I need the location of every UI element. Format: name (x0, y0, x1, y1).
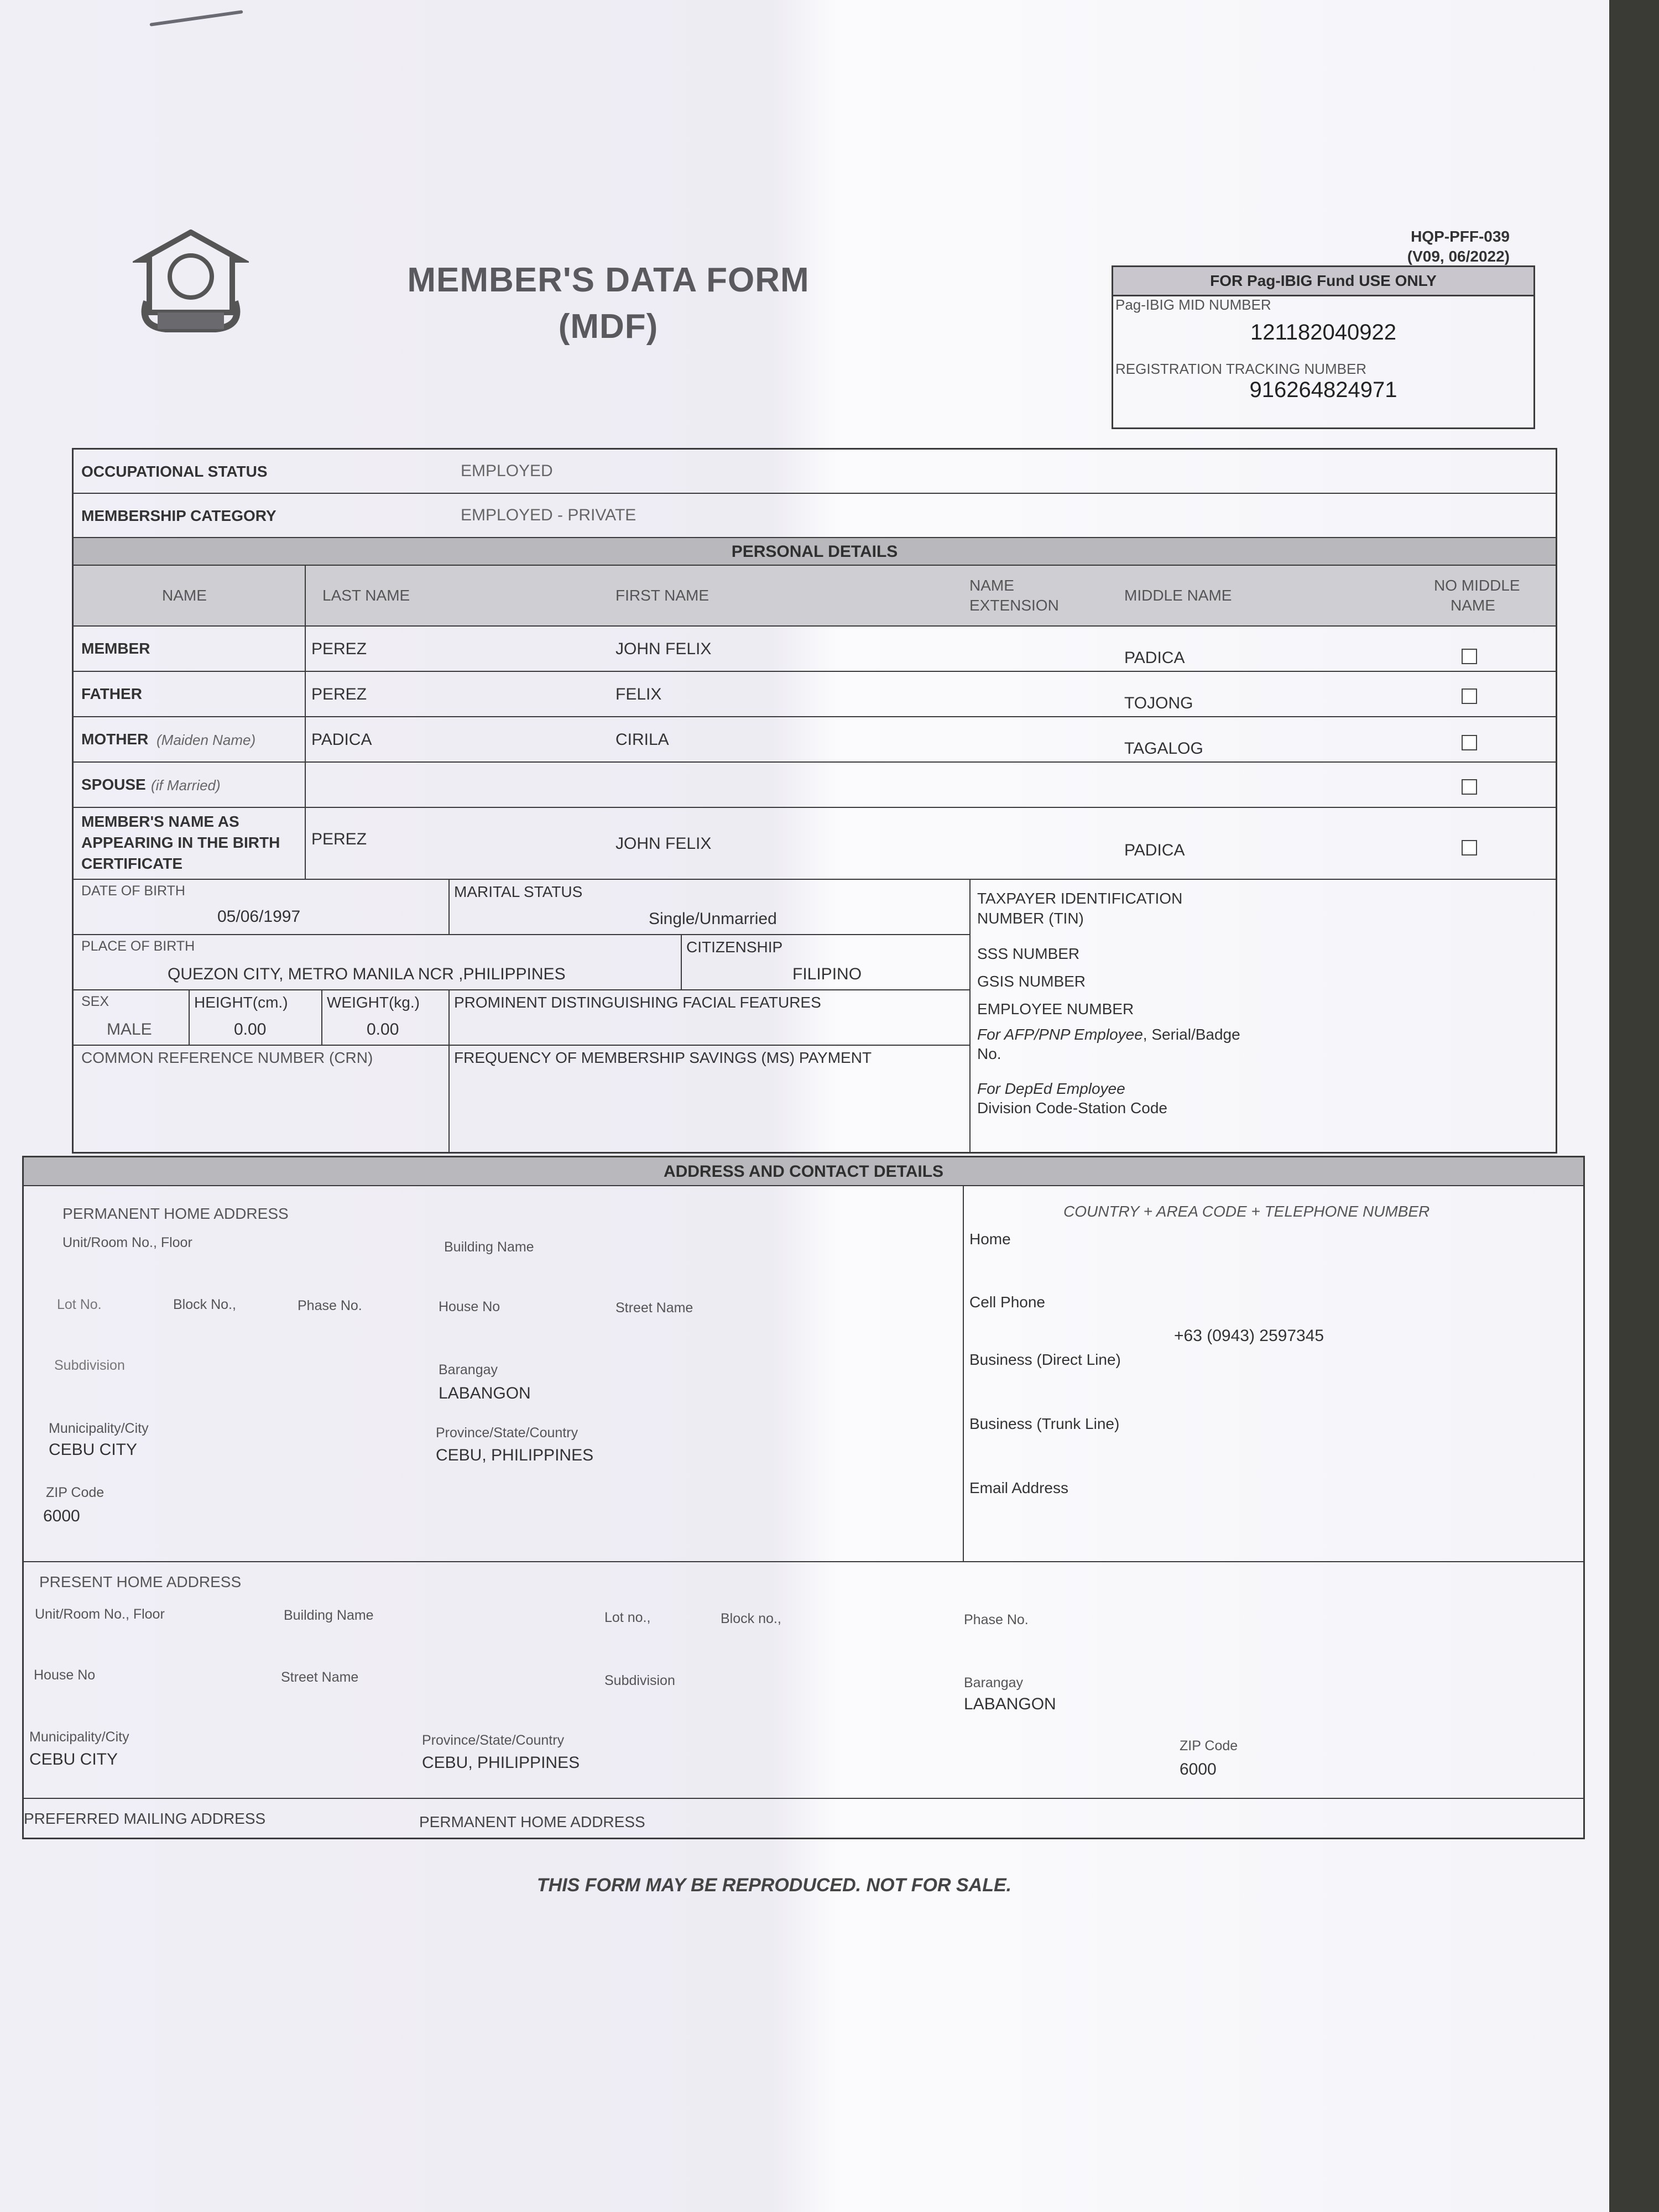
business-direct-label: Business (Direct Line) (969, 1351, 1121, 1368)
employee-label: EMPLOYEE NUMBER (977, 1000, 1134, 1018)
personal-lower-right (969, 880, 1556, 1152)
gsis-label: GSIS NUMBER (977, 973, 1086, 990)
col-name-cell (74, 566, 306, 627)
mid-value: 121182040922 (1250, 320, 1396, 345)
address-section (22, 1156, 1585, 1839)
spouse-label: SPOUSE (81, 776, 146, 793)
present-municipality-value: CEBU CITY (29, 1750, 118, 1768)
col-ext-label-1: NAME (969, 577, 1014, 594)
member-row (74, 627, 1556, 672)
present-zip-value: 6000 (1180, 1760, 1217, 1778)
tin-label (977, 889, 1182, 929)
province-value: CEBU, PHILIPPINES (436, 1446, 594, 1464)
dob-cell (74, 880, 450, 935)
pob-value: QUEZON CITY, METRO MANILA NCR ,PHILIPPINES (168, 965, 566, 983)
spouse-row (74, 763, 1556, 808)
present-municipality-label: Municipality/City (29, 1729, 129, 1745)
form-code (1349, 227, 1510, 267)
present-barangay-label: Barangay (964, 1675, 1024, 1691)
father-last: PEREZ (311, 685, 367, 703)
form-title (332, 257, 885, 349)
contact-block (964, 1186, 1583, 1562)
office-use-box (1112, 265, 1535, 429)
afp-label-line3: No. (977, 1045, 1001, 1062)
deped-label (977, 1079, 1167, 1118)
mailing-value: PERMANENT HOME ADDRESS (419, 1813, 645, 1830)
facial-label: PROMINENT DISTINGUISHING FACIAL FEATURES (454, 994, 821, 1011)
mother-row (74, 717, 1556, 763)
sex-label: SEX (81, 994, 109, 1009)
business-trunk-label: Business (Trunk Line) (969, 1415, 1120, 1432)
facial-cell (450, 990, 969, 1046)
mother-middle: TAGALOG (1124, 739, 1203, 758)
mother-label-note: (Maiden Name) (156, 732, 256, 748)
member-first: JOHN FELIX (615, 640, 712, 658)
category-label: MEMBERSHIP CATEGORY (81, 507, 276, 524)
crn-label: COMMON REFERENCE NUMBER (CRN) (81, 1049, 373, 1066)
present-unit-label: Unit/Room No., Floor (35, 1606, 165, 1622)
spouse-label-note: (if Married) (151, 777, 221, 794)
municipality-label: Municipality/City (49, 1421, 149, 1436)
father-first: FELIX (615, 685, 662, 703)
present-zip-label: ZIP Code (1180, 1738, 1238, 1754)
lot-label: Lot No. (57, 1297, 102, 1312)
col-last-label: LAST NAME (322, 587, 410, 604)
birthcert-middle: PADICA (1124, 841, 1185, 859)
personal-section (72, 448, 1557, 1154)
subdivision-label: Subdivision (54, 1358, 125, 1373)
present-address-block (24, 1562, 1583, 1799)
present-street-label: Street Name (281, 1670, 359, 1685)
mailing-label: PREFERRED MAILING ADDRESS (24, 1810, 266, 1827)
birthcert-label-line3: CERTIFICATE (81, 854, 183, 872)
marital-cell (450, 880, 969, 935)
birthcert-last: PEREZ (311, 830, 367, 848)
personal-lower-left (74, 880, 969, 1152)
home-label: Home (969, 1230, 1011, 1248)
zip-label: ZIP Code (46, 1485, 105, 1500)
birthcert-first: JOHN FELIX (615, 834, 712, 853)
present-province-label: Province/State/Country (422, 1733, 565, 1748)
present-house-label: House No (34, 1667, 96, 1683)
pag-ibig-logo (133, 229, 249, 335)
mailing-row (24, 1799, 1583, 1838)
height-label: HEIGHT(cm.) (194, 994, 288, 1011)
weight-value: 0.00 (367, 1020, 399, 1039)
permanent-title: PERMANENT HOME ADDRESS (62, 1205, 289, 1222)
father-label-cell (74, 672, 306, 717)
birthcert-no-middle-checkbox[interactable] (1462, 840, 1477, 855)
weight-cell (322, 990, 450, 1046)
member-middle: PADICA (1124, 649, 1185, 667)
address-band: ADDRESS AND CONTACT DETAILS (24, 1157, 1583, 1186)
frequency-label: FREQUENCY OF MEMBERSHIP SAVINGS (MS) PAYMENT (454, 1049, 872, 1066)
present-barangay-value: LABANGON (964, 1695, 1056, 1713)
unit-label: Unit/Room No., Floor (62, 1235, 192, 1250)
rtn-label: REGISTRATION TRACKING NUMBER (1115, 361, 1367, 377)
col-nomiddle-label-1: NO MIDDLE (1434, 577, 1520, 594)
father-label: FATHER (81, 685, 142, 702)
sss-label: SSS NUMBER (977, 945, 1080, 962)
pob-cell (74, 935, 682, 990)
zip-value: 6000 (43, 1507, 80, 1525)
barangay-value: LABANGON (439, 1384, 531, 1402)
building-label: Building Name (444, 1239, 534, 1255)
father-row (74, 672, 1556, 717)
cell-label: Cell Phone (969, 1293, 1045, 1311)
occupational-value: EMPLOYED (461, 462, 553, 480)
form-title-line2: (MDF) (558, 307, 659, 346)
birthcert-label-cell (74, 808, 306, 880)
province-label: Province/State/Country (436, 1425, 578, 1441)
pob-label: PLACE OF BIRTH (81, 938, 195, 954)
col-name-label: NAME (162, 587, 207, 604)
pen-mark (149, 10, 243, 27)
tin-label-line2: NUMBER (TIN) (977, 910, 1084, 927)
phase-label: Phase No. (298, 1298, 362, 1313)
col-nomiddle-label-2: NAME (1451, 597, 1495, 614)
deped-label-line2: Division Code-Station Code (977, 1099, 1167, 1117)
mother-last: PADICA (311, 731, 372, 749)
present-building-label: Building Name (284, 1608, 374, 1623)
col-ext-label-2: EXTENSION (969, 597, 1059, 614)
category-row (74, 494, 1556, 538)
birthcert-label-line1: MEMBER'S NAME AS (81, 813, 239, 830)
mother-label-cell (74, 717, 306, 763)
phone-header: COUNTRY + AREA CODE + TELEPHONE NUMBER (1063, 1203, 1430, 1220)
weight-label: WEIGHT(kg.) (327, 994, 420, 1011)
municipality-value: CEBU CITY (49, 1441, 138, 1459)
citizenship-value: FILIPINO (792, 965, 862, 983)
afp-label-line2: , Serial/Badge (1142, 1026, 1240, 1043)
barangay-label: Barangay (439, 1362, 498, 1378)
present-subdivision-label: Subdivision (604, 1673, 675, 1688)
dob-label: DATE OF BIRTH (81, 883, 185, 899)
form-code-version: (V09, 06/2022) (1407, 248, 1510, 265)
marital-label: MARITAL STATUS (454, 883, 583, 900)
occupational-label: OCCUPATIONAL STATUS (81, 463, 268, 480)
member-no-middle-checkbox[interactable] (1462, 649, 1477, 664)
name-header-row (74, 566, 1556, 627)
tin-label-line1: TAXPAYER IDENTIFICATION (977, 890, 1183, 907)
form-code-number: HQP-PFF-039 (1411, 228, 1510, 245)
footer-note: THIS FORM MAY BE REPRODUCED. NOT FOR SALE. (536, 1875, 1012, 1896)
citizenship-cell (682, 935, 969, 990)
category-value: EMPLOYED - PRIVATE (461, 506, 637, 524)
present-lot-label: Lot no., (604, 1610, 651, 1625)
sex-value: MALE (107, 1020, 152, 1039)
block-label: Block No., (173, 1297, 236, 1312)
citizenship-label: CITIZENSHIP (686, 938, 783, 956)
mother-label: MOTHER (81, 731, 149, 748)
father-no-middle-checkbox[interactable] (1462, 688, 1477, 704)
father-middle: TOJONG (1124, 694, 1193, 712)
birthcert-label-line2: APPEARING IN THE BIRTH (81, 833, 280, 851)
house-label: House No (439, 1299, 500, 1314)
mid-label: Pag-IBIG MID NUMBER (1115, 296, 1271, 313)
col-middle-label: MIDDLE NAME (1124, 587, 1232, 604)
office-use-header: FOR Pag-IBIG Fund USE ONLY (1113, 267, 1533, 296)
present-title: PRESENT HOME ADDRESS (39, 1573, 242, 1590)
email-label: Email Address (969, 1479, 1068, 1496)
marital-value: Single/Unmarried (649, 910, 777, 928)
spouse-no-middle-checkbox[interactable] (1462, 779, 1477, 795)
street-label: Street Name (615, 1300, 693, 1316)
mother-no-middle-checkbox[interactable] (1462, 735, 1477, 750)
member-last: PEREZ (311, 640, 367, 658)
height-value: 0.00 (234, 1020, 267, 1039)
occupational-row (74, 450, 1556, 494)
sex-cell (74, 990, 190, 1046)
spouse-label-cell (74, 763, 306, 808)
form-title-line1: MEMBER'S DATA FORM (407, 261, 810, 299)
rtn-value: 916264824971 (1249, 378, 1397, 402)
member-label-cell (74, 627, 306, 672)
col-first-label: FIRST NAME (615, 587, 709, 604)
crn-cell (74, 1046, 450, 1152)
afp-label-line1: For AFP/PNP Employee (977, 1026, 1143, 1043)
member-label: MEMBER (81, 640, 150, 657)
personal-details-band: PERSONAL DETAILS (74, 538, 1556, 566)
permanent-address-block (24, 1186, 964, 1562)
birthcert-row (74, 808, 1556, 880)
birthcert-label (81, 811, 280, 874)
present-province-value: CEBU, PHILIPPINES (422, 1754, 580, 1772)
present-phase-label: Phase No. (964, 1612, 1029, 1627)
present-block-label: Block no., (721, 1611, 781, 1626)
dob-value: 05/06/1997 (217, 907, 301, 926)
frequency-cell (450, 1046, 969, 1152)
height-cell (190, 990, 322, 1046)
afp-label (977, 1025, 1240, 1063)
mother-first: CIRILA (615, 731, 669, 749)
cell-value: +63 (0943) 2597345 (1174, 1327, 1324, 1345)
deped-label-line1: For DepEd Employee (977, 1080, 1125, 1097)
